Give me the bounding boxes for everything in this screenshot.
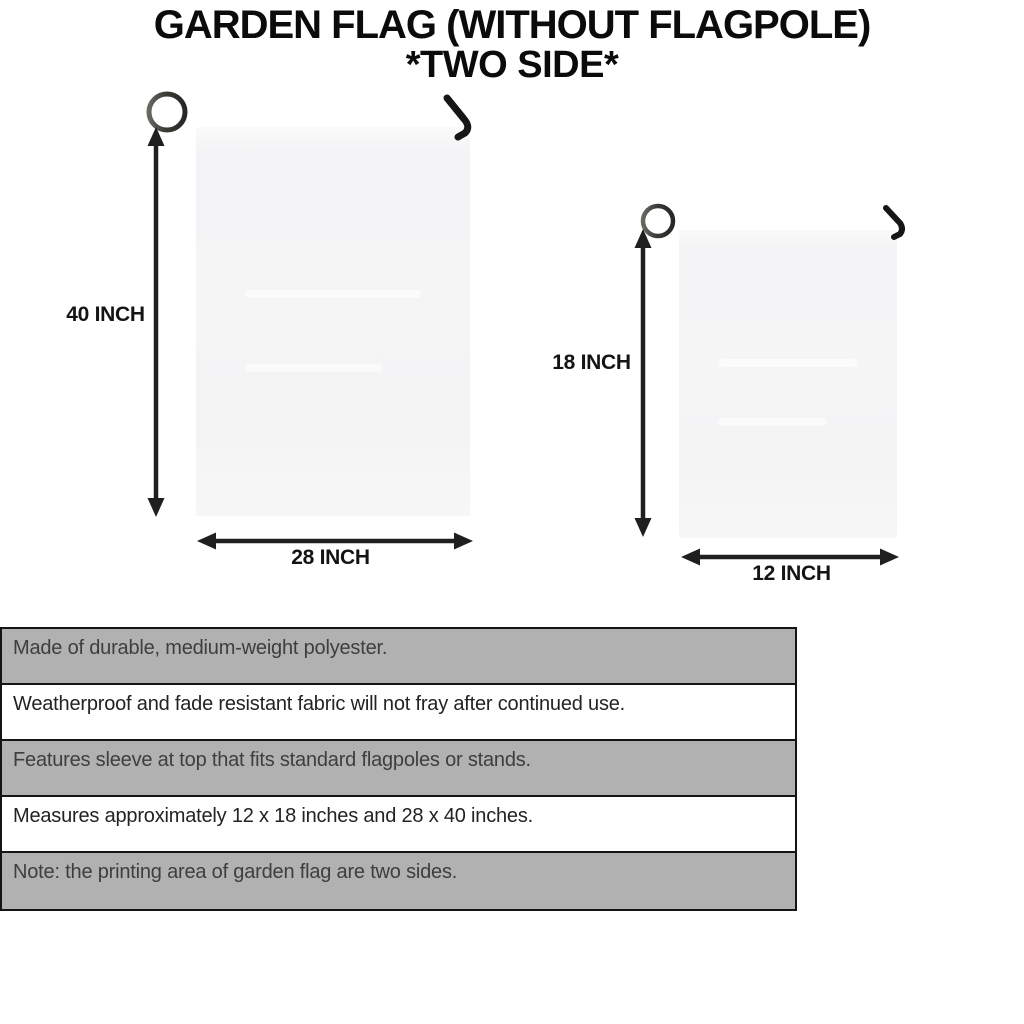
feature-text: Made of durable, medium-weight polyester. [13, 637, 388, 659]
feature-text: Note: the printing area of garden flag are two sides. [13, 861, 458, 883]
fabric-streak [245, 364, 382, 372]
feature-row-weatherproof [2, 685, 795, 741]
small-flag [679, 230, 897, 538]
feature-row-sleeve [2, 741, 795, 797]
fabric-streak [718, 418, 827, 426]
small-height-label: 18 INCH [552, 351, 631, 374]
feature-text: Features sleeve at top that fits standard flagpoles or stands. [13, 749, 531, 771]
feature-text: Measures approximately 12 x 18 inches and 28 x 40 inches. [13, 805, 534, 827]
small-width-label: 12 INCH [752, 562, 831, 585]
large-flag [196, 127, 470, 516]
feature-row-note [2, 853, 795, 909]
fabric-streak [718, 359, 858, 367]
large-flag-pole-loop-icon [149, 94, 185, 130]
feature-text: Weatherproof and fade resistant fabric will not fray after continued use. [13, 693, 626, 715]
large-width-label: 28 INCH [291, 546, 370, 569]
feature-row-measures [2, 797, 795, 853]
page-subtitle: *TWO SIDE* [405, 44, 619, 86]
small-flag-pole-loop-icon [643, 206, 673, 236]
large-height-label: 40 INCH [66, 303, 145, 326]
title-block [0, 3, 1024, 86]
fabric-streak [245, 290, 420, 298]
small-height-arrow [635, 229, 652, 537]
features-table [0, 627, 797, 911]
page-title: GARDEN FLAG (WITHOUT FLAGPOLE) [153, 3, 871, 47]
feature-row-material [2, 629, 795, 685]
